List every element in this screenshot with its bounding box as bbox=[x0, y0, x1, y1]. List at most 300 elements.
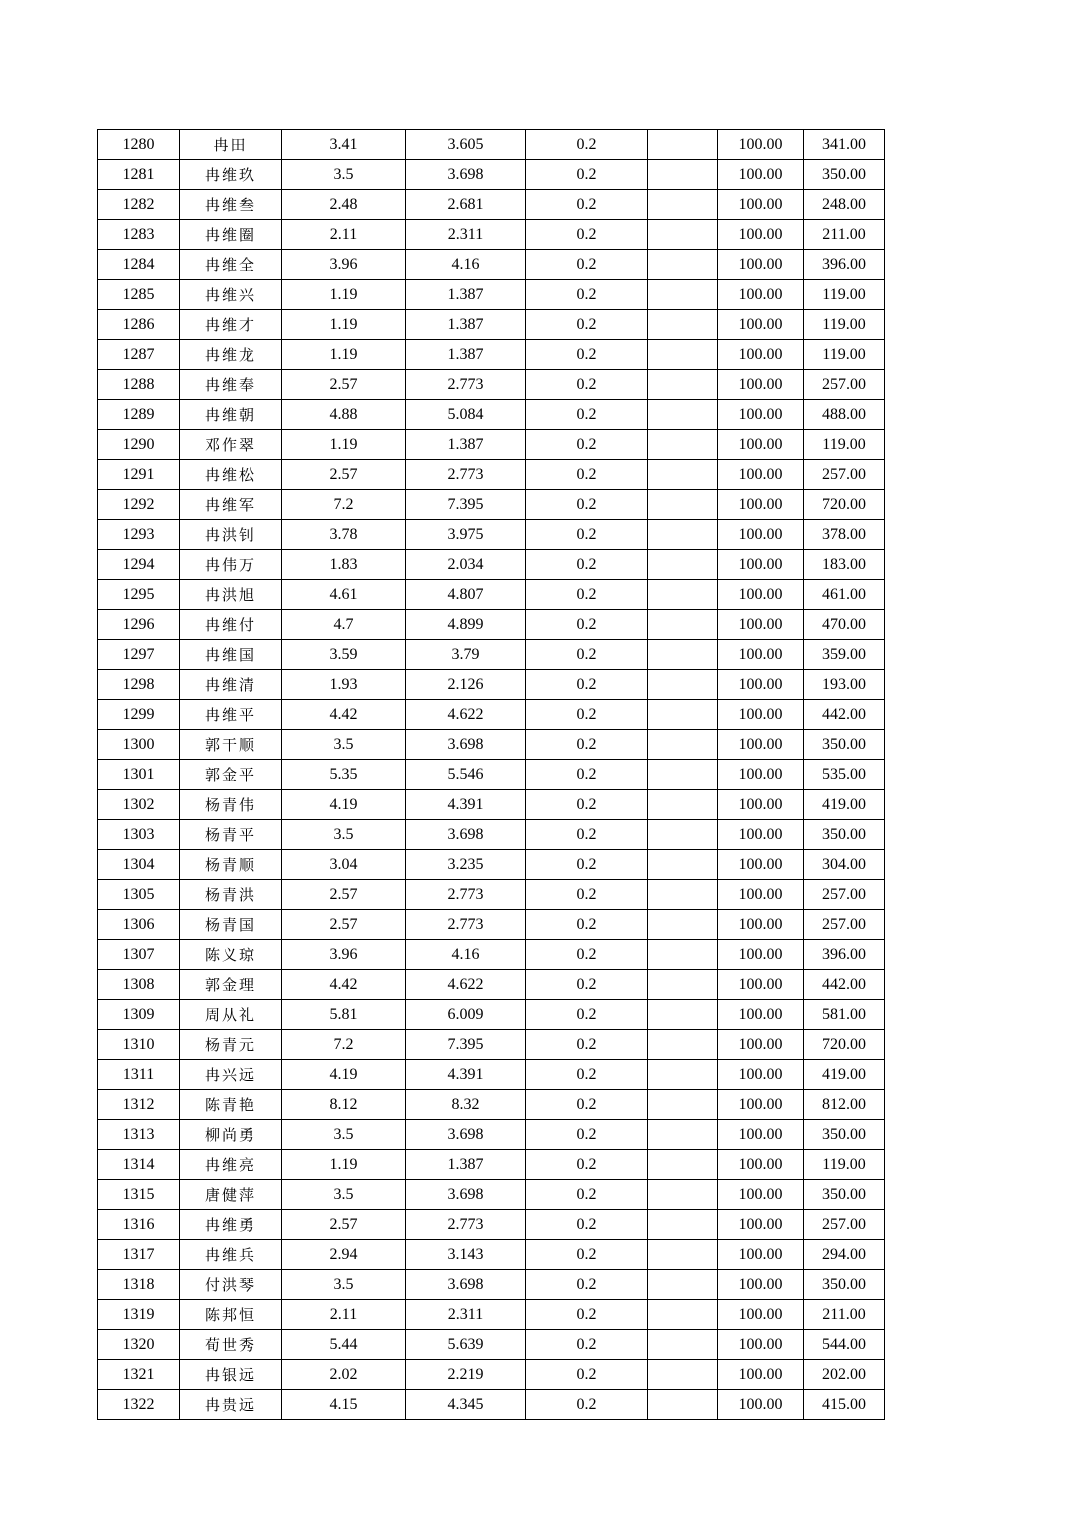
cell-row-number: 1291 bbox=[98, 460, 180, 490]
cell-value-a: 2.48 bbox=[282, 190, 406, 220]
cell-amount: 350.00 bbox=[804, 820, 885, 850]
cell-empty bbox=[648, 250, 718, 280]
cell-amount: 257.00 bbox=[804, 880, 885, 910]
table-row bbox=[98, 370, 885, 400]
cell-name: 冉维付 bbox=[180, 610, 282, 640]
cell-unit-price: 100.00 bbox=[718, 310, 804, 340]
cell-value-b: 2.773 bbox=[406, 370, 526, 400]
cell-value-a: 3.5 bbox=[282, 1120, 406, 1150]
cell-value-b: 2.126 bbox=[406, 670, 526, 700]
cell-name: 邓作翠 bbox=[180, 430, 282, 460]
cell-value-a: 1.83 bbox=[282, 550, 406, 580]
cell-row-number: 1294 bbox=[98, 550, 180, 580]
cell-empty bbox=[648, 1180, 718, 1210]
cell-value-b: 3.143 bbox=[406, 1240, 526, 1270]
cell-unit-price: 100.00 bbox=[718, 760, 804, 790]
table-row bbox=[98, 1180, 885, 1210]
table-row bbox=[98, 1330, 885, 1360]
cell-empty bbox=[648, 1150, 718, 1180]
cell-amount: 304.00 bbox=[804, 850, 885, 880]
cell-empty bbox=[648, 130, 718, 160]
table-row bbox=[98, 1000, 885, 1030]
cell-name: 冉维才 bbox=[180, 310, 282, 340]
cell-value-c: 0.2 bbox=[526, 1270, 648, 1300]
cell-name: 冉维国 bbox=[180, 640, 282, 670]
table-row bbox=[98, 1030, 885, 1060]
cell-value-a: 1.19 bbox=[282, 1150, 406, 1180]
cell-name: 冉维亮 bbox=[180, 1150, 282, 1180]
table-row bbox=[98, 940, 885, 970]
cell-row-number: 1313 bbox=[98, 1120, 180, 1150]
cell-row-number: 1292 bbox=[98, 490, 180, 520]
cell-empty bbox=[648, 190, 718, 220]
cell-value-b: 1.387 bbox=[406, 310, 526, 340]
cell-value-c: 0.2 bbox=[526, 1060, 648, 1090]
table-row bbox=[98, 160, 885, 190]
cell-value-c: 0.2 bbox=[526, 1210, 648, 1240]
cell-value-b: 2.311 bbox=[406, 220, 526, 250]
cell-name: 冉贵远 bbox=[180, 1390, 282, 1420]
cell-value-c: 0.2 bbox=[526, 280, 648, 310]
cell-value-a: 3.5 bbox=[282, 1270, 406, 1300]
cell-row-number: 1296 bbox=[98, 610, 180, 640]
cell-unit-price: 100.00 bbox=[718, 130, 804, 160]
cell-unit-price: 100.00 bbox=[718, 460, 804, 490]
cell-value-c: 0.2 bbox=[526, 190, 648, 220]
table-row bbox=[98, 610, 885, 640]
cell-empty bbox=[648, 310, 718, 340]
cell-unit-price: 100.00 bbox=[718, 1240, 804, 1270]
cell-value-b: 2.034 bbox=[406, 550, 526, 580]
cell-name: 冉维奉 bbox=[180, 370, 282, 400]
cell-value-a: 2.57 bbox=[282, 1210, 406, 1240]
cell-amount: 720.00 bbox=[804, 490, 885, 520]
cell-row-number: 1310 bbox=[98, 1030, 180, 1060]
cell-value-a: 2.11 bbox=[282, 1300, 406, 1330]
cell-value-a: 3.5 bbox=[282, 820, 406, 850]
table-row bbox=[98, 670, 885, 700]
cell-amount: 257.00 bbox=[804, 1210, 885, 1240]
cell-row-number: 1314 bbox=[98, 1150, 180, 1180]
cell-row-number: 1288 bbox=[98, 370, 180, 400]
table-row bbox=[98, 580, 885, 610]
cell-amount: 202.00 bbox=[804, 1360, 885, 1390]
cell-value-c: 0.2 bbox=[526, 670, 648, 700]
table-row bbox=[98, 460, 885, 490]
table-row bbox=[98, 220, 885, 250]
cell-unit-price: 100.00 bbox=[718, 730, 804, 760]
cell-amount: 257.00 bbox=[804, 460, 885, 490]
cell-row-number: 1302 bbox=[98, 790, 180, 820]
cell-row-number: 1303 bbox=[98, 820, 180, 850]
table-row bbox=[98, 1120, 885, 1150]
cell-empty bbox=[648, 910, 718, 940]
cell-row-number: 1283 bbox=[98, 220, 180, 250]
cell-amount: 211.00 bbox=[804, 220, 885, 250]
cell-value-c: 0.2 bbox=[526, 850, 648, 880]
cell-empty bbox=[648, 730, 718, 760]
table-row bbox=[98, 1390, 885, 1420]
cell-amount: 419.00 bbox=[804, 790, 885, 820]
cell-empty bbox=[648, 610, 718, 640]
cell-value-c: 0.2 bbox=[526, 1120, 648, 1150]
cell-value-b: 3.698 bbox=[406, 730, 526, 760]
cell-amount: 248.00 bbox=[804, 190, 885, 220]
cell-row-number: 1298 bbox=[98, 670, 180, 700]
cell-value-c: 0.2 bbox=[526, 730, 648, 760]
cell-amount: 350.00 bbox=[804, 730, 885, 760]
cell-name: 杨青顺 bbox=[180, 850, 282, 880]
cell-value-a: 4.61 bbox=[282, 580, 406, 610]
cell-value-b: 4.16 bbox=[406, 940, 526, 970]
cell-empty bbox=[648, 400, 718, 430]
cell-amount: 470.00 bbox=[804, 610, 885, 640]
cell-value-b: 8.32 bbox=[406, 1090, 526, 1120]
cell-unit-price: 100.00 bbox=[718, 670, 804, 700]
table-row bbox=[98, 340, 885, 370]
cell-value-a: 2.11 bbox=[282, 220, 406, 250]
cell-value-b: 4.899 bbox=[406, 610, 526, 640]
table-row bbox=[98, 880, 885, 910]
cell-amount: 350.00 bbox=[804, 160, 885, 190]
cell-amount: 581.00 bbox=[804, 1000, 885, 1030]
cell-unit-price: 100.00 bbox=[718, 1090, 804, 1120]
cell-unit-price: 100.00 bbox=[718, 400, 804, 430]
cell-row-number: 1318 bbox=[98, 1270, 180, 1300]
cell-row-number: 1282 bbox=[98, 190, 180, 220]
cell-row-number: 1284 bbox=[98, 250, 180, 280]
cell-value-a: 3.41 bbox=[282, 130, 406, 160]
cell-amount: 488.00 bbox=[804, 400, 885, 430]
cell-amount: 461.00 bbox=[804, 580, 885, 610]
cell-value-a: 7.2 bbox=[282, 490, 406, 520]
cell-value-a: 2.57 bbox=[282, 370, 406, 400]
cell-value-a: 2.57 bbox=[282, 460, 406, 490]
cell-empty bbox=[648, 1210, 718, 1240]
table-row bbox=[98, 1090, 885, 1120]
cell-amount: 119.00 bbox=[804, 340, 885, 370]
table-row bbox=[98, 640, 885, 670]
cell-empty bbox=[648, 700, 718, 730]
cell-value-c: 0.2 bbox=[526, 220, 648, 250]
cell-unit-price: 100.00 bbox=[718, 610, 804, 640]
cell-unit-price: 100.00 bbox=[718, 190, 804, 220]
table-row bbox=[98, 430, 885, 460]
cell-value-b: 3.698 bbox=[406, 820, 526, 850]
cell-amount: 257.00 bbox=[804, 370, 885, 400]
cell-name: 柳尚勇 bbox=[180, 1120, 282, 1150]
cell-unit-price: 100.00 bbox=[718, 700, 804, 730]
cell-row-number: 1295 bbox=[98, 580, 180, 610]
cell-value-c: 0.2 bbox=[526, 970, 648, 1000]
table-row bbox=[98, 190, 885, 220]
cell-row-number: 1321 bbox=[98, 1360, 180, 1390]
cell-value-c: 0.2 bbox=[526, 340, 648, 370]
cell-empty bbox=[648, 220, 718, 250]
cell-value-b: 5.639 bbox=[406, 1330, 526, 1360]
cell-row-number: 1317 bbox=[98, 1240, 180, 1270]
cell-value-b: 4.622 bbox=[406, 970, 526, 1000]
cell-value-c: 0.2 bbox=[526, 610, 648, 640]
cell-name: 冉维平 bbox=[180, 700, 282, 730]
cell-value-b: 3.698 bbox=[406, 160, 526, 190]
cell-value-a: 5.44 bbox=[282, 1330, 406, 1360]
cell-unit-price: 100.00 bbox=[718, 490, 804, 520]
cell-value-c: 0.2 bbox=[526, 700, 648, 730]
cell-name: 杨青平 bbox=[180, 820, 282, 850]
cell-empty bbox=[648, 1270, 718, 1300]
cell-empty bbox=[648, 1090, 718, 1120]
cell-empty bbox=[648, 430, 718, 460]
cell-empty bbox=[648, 1390, 718, 1420]
cell-row-number: 1299 bbox=[98, 700, 180, 730]
cell-value-a: 2.57 bbox=[282, 910, 406, 940]
cell-amount: 119.00 bbox=[804, 430, 885, 460]
cell-unit-price: 100.00 bbox=[718, 280, 804, 310]
cell-value-a: 1.19 bbox=[282, 310, 406, 340]
cell-name: 周从礼 bbox=[180, 1000, 282, 1030]
cell-value-c: 0.2 bbox=[526, 760, 648, 790]
cell-row-number: 1320 bbox=[98, 1330, 180, 1360]
cell-empty bbox=[648, 880, 718, 910]
cell-empty bbox=[648, 280, 718, 310]
cell-name: 郭干顺 bbox=[180, 730, 282, 760]
cell-value-c: 0.2 bbox=[526, 880, 648, 910]
cell-row-number: 1297 bbox=[98, 640, 180, 670]
cell-name: 冉维兵 bbox=[180, 1240, 282, 1270]
cell-amount: 257.00 bbox=[804, 910, 885, 940]
table-row bbox=[98, 550, 885, 580]
cell-empty bbox=[648, 1330, 718, 1360]
cell-value-a: 2.94 bbox=[282, 1240, 406, 1270]
cell-empty bbox=[648, 580, 718, 610]
cell-unit-price: 100.00 bbox=[718, 790, 804, 820]
cell-amount: 720.00 bbox=[804, 1030, 885, 1060]
cell-value-a: 7.2 bbox=[282, 1030, 406, 1060]
cell-name: 杨青国 bbox=[180, 910, 282, 940]
cell-value-a: 3.96 bbox=[282, 250, 406, 280]
table-row bbox=[98, 1270, 885, 1300]
cell-value-a: 1.19 bbox=[282, 340, 406, 370]
cell-value-c: 0.2 bbox=[526, 1390, 648, 1420]
cell-empty bbox=[648, 1120, 718, 1150]
cell-row-number: 1300 bbox=[98, 730, 180, 760]
table-row bbox=[98, 1150, 885, 1180]
cell-name: 荀世秀 bbox=[180, 1330, 282, 1360]
cell-unit-price: 100.00 bbox=[718, 1390, 804, 1420]
cell-unit-price: 100.00 bbox=[718, 970, 804, 1000]
cell-value-b: 3.698 bbox=[406, 1120, 526, 1150]
cell-value-c: 0.2 bbox=[526, 1300, 648, 1330]
cell-amount: 119.00 bbox=[804, 1150, 885, 1180]
cell-amount: 442.00 bbox=[804, 700, 885, 730]
cell-empty bbox=[648, 490, 718, 520]
cell-empty bbox=[648, 1060, 718, 1090]
cell-amount: 535.00 bbox=[804, 760, 885, 790]
cell-value-b: 1.387 bbox=[406, 430, 526, 460]
cell-name: 冉维圈 bbox=[180, 220, 282, 250]
cell-empty bbox=[648, 370, 718, 400]
cell-empty bbox=[648, 460, 718, 490]
cell-value-a: 4.7 bbox=[282, 610, 406, 640]
cell-amount: 419.00 bbox=[804, 1060, 885, 1090]
cell-amount: 211.00 bbox=[804, 1300, 885, 1330]
cell-empty bbox=[648, 160, 718, 190]
cell-amount: 378.00 bbox=[804, 520, 885, 550]
cell-value-a: 4.88 bbox=[282, 400, 406, 430]
cell-amount: 359.00 bbox=[804, 640, 885, 670]
cell-unit-price: 100.00 bbox=[718, 1210, 804, 1240]
cell-value-c: 0.2 bbox=[526, 400, 648, 430]
cell-name: 陈义琼 bbox=[180, 940, 282, 970]
cell-unit-price: 100.00 bbox=[718, 1270, 804, 1300]
cell-name: 冉洪钊 bbox=[180, 520, 282, 550]
cell-value-a: 3.96 bbox=[282, 940, 406, 970]
cell-value-c: 0.2 bbox=[526, 1030, 648, 1060]
table-body bbox=[98, 130, 885, 1420]
cell-name: 陈邦恒 bbox=[180, 1300, 282, 1330]
cell-row-number: 1316 bbox=[98, 1210, 180, 1240]
cell-amount: 396.00 bbox=[804, 250, 885, 280]
cell-row-number: 1308 bbox=[98, 970, 180, 1000]
cell-name: 冉维龙 bbox=[180, 340, 282, 370]
cell-row-number: 1280 bbox=[98, 130, 180, 160]
table-row bbox=[98, 910, 885, 940]
cell-value-b: 2.773 bbox=[406, 880, 526, 910]
table-row bbox=[98, 280, 885, 310]
cell-amount: 294.00 bbox=[804, 1240, 885, 1270]
cell-unit-price: 100.00 bbox=[718, 1360, 804, 1390]
cell-value-b: 2.311 bbox=[406, 1300, 526, 1330]
cell-empty bbox=[648, 760, 718, 790]
cell-value-a: 4.19 bbox=[282, 1060, 406, 1090]
cell-value-c: 0.2 bbox=[526, 1360, 648, 1390]
cell-name: 冉维军 bbox=[180, 490, 282, 520]
cell-amount: 442.00 bbox=[804, 970, 885, 1000]
cell-row-number: 1319 bbox=[98, 1300, 180, 1330]
cell-value-b: 5.546 bbox=[406, 760, 526, 790]
cell-unit-price: 100.00 bbox=[718, 820, 804, 850]
cell-empty bbox=[648, 970, 718, 1000]
cell-value-a: 3.59 bbox=[282, 640, 406, 670]
cell-value-a: 3.5 bbox=[282, 160, 406, 190]
cell-value-c: 0.2 bbox=[526, 1330, 648, 1360]
cell-amount: 119.00 bbox=[804, 310, 885, 340]
cell-row-number: 1304 bbox=[98, 850, 180, 880]
cell-unit-price: 100.00 bbox=[718, 430, 804, 460]
cell-value-c: 0.2 bbox=[526, 1090, 648, 1120]
cell-value-b: 3.975 bbox=[406, 520, 526, 550]
cell-empty bbox=[648, 640, 718, 670]
cell-empty bbox=[648, 550, 718, 580]
cell-value-a: 3.04 bbox=[282, 850, 406, 880]
cell-value-b: 4.391 bbox=[406, 1060, 526, 1090]
table-row bbox=[98, 700, 885, 730]
cell-empty bbox=[648, 940, 718, 970]
cell-empty bbox=[648, 1240, 718, 1270]
cell-amount: 119.00 bbox=[804, 280, 885, 310]
cell-value-b: 2.773 bbox=[406, 910, 526, 940]
cell-name: 冉伟万 bbox=[180, 550, 282, 580]
cell-name: 付洪琴 bbox=[180, 1270, 282, 1300]
cell-unit-price: 100.00 bbox=[718, 1330, 804, 1360]
table-row bbox=[98, 790, 885, 820]
cell-unit-price: 100.00 bbox=[718, 1300, 804, 1330]
cell-empty bbox=[648, 1030, 718, 1060]
cell-value-a: 5.81 bbox=[282, 1000, 406, 1030]
cell-value-b: 1.387 bbox=[406, 340, 526, 370]
table-row bbox=[98, 1300, 885, 1330]
cell-value-a: 4.42 bbox=[282, 970, 406, 1000]
cell-value-a: 4.15 bbox=[282, 1390, 406, 1420]
data-table bbox=[97, 129, 885, 1420]
cell-value-b: 2.681 bbox=[406, 190, 526, 220]
table-row bbox=[98, 490, 885, 520]
cell-value-a: 1.93 bbox=[282, 670, 406, 700]
cell-amount: 193.00 bbox=[804, 670, 885, 700]
cell-value-a: 2.57 bbox=[282, 880, 406, 910]
cell-value-c: 0.2 bbox=[526, 1180, 648, 1210]
cell-unit-price: 100.00 bbox=[718, 550, 804, 580]
cell-value-c: 0.2 bbox=[526, 1150, 648, 1180]
cell-value-c: 0.2 bbox=[526, 370, 648, 400]
cell-row-number: 1309 bbox=[98, 1000, 180, 1030]
cell-empty bbox=[648, 520, 718, 550]
cell-unit-price: 100.00 bbox=[718, 940, 804, 970]
cell-value-b: 3.605 bbox=[406, 130, 526, 160]
cell-row-number: 1285 bbox=[98, 280, 180, 310]
cell-unit-price: 100.00 bbox=[718, 880, 804, 910]
cell-amount: 350.00 bbox=[804, 1270, 885, 1300]
cell-empty bbox=[648, 790, 718, 820]
cell-unit-price: 100.00 bbox=[718, 370, 804, 400]
cell-value-c: 0.2 bbox=[526, 250, 648, 280]
cell-empty bbox=[648, 1000, 718, 1030]
cell-row-number: 1286 bbox=[98, 310, 180, 340]
cell-amount: 341.00 bbox=[804, 130, 885, 160]
cell-value-a: 4.19 bbox=[282, 790, 406, 820]
table-row bbox=[98, 1360, 885, 1390]
cell-unit-price: 100.00 bbox=[718, 1180, 804, 1210]
table-row bbox=[98, 1060, 885, 1090]
table-row bbox=[98, 1240, 885, 1270]
cell-row-number: 1315 bbox=[98, 1180, 180, 1210]
cell-row-number: 1289 bbox=[98, 400, 180, 430]
cell-amount: 812.00 bbox=[804, 1090, 885, 1120]
cell-value-a: 3.78 bbox=[282, 520, 406, 550]
cell-amount: 544.00 bbox=[804, 1330, 885, 1360]
cell-name: 唐健萍 bbox=[180, 1180, 282, 1210]
cell-unit-price: 100.00 bbox=[718, 1030, 804, 1060]
cell-amount: 415.00 bbox=[804, 1390, 885, 1420]
cell-amount: 350.00 bbox=[804, 1180, 885, 1210]
cell-name: 郭金理 bbox=[180, 970, 282, 1000]
cell-value-b: 4.345 bbox=[406, 1390, 526, 1420]
table-row bbox=[98, 520, 885, 550]
cell-value-b: 7.395 bbox=[406, 1030, 526, 1060]
cell-value-a: 1.19 bbox=[282, 280, 406, 310]
cell-name: 冉田 bbox=[180, 130, 282, 160]
cell-amount: 396.00 bbox=[804, 940, 885, 970]
cell-empty bbox=[648, 820, 718, 850]
cell-value-b: 2.773 bbox=[406, 460, 526, 490]
cell-value-a: 1.19 bbox=[282, 430, 406, 460]
cell-name: 冉维玖 bbox=[180, 160, 282, 190]
cell-value-c: 0.2 bbox=[526, 790, 648, 820]
cell-name: 冉维朝 bbox=[180, 400, 282, 430]
cell-value-c: 0.2 bbox=[526, 1240, 648, 1270]
cell-name: 冉维清 bbox=[180, 670, 282, 700]
